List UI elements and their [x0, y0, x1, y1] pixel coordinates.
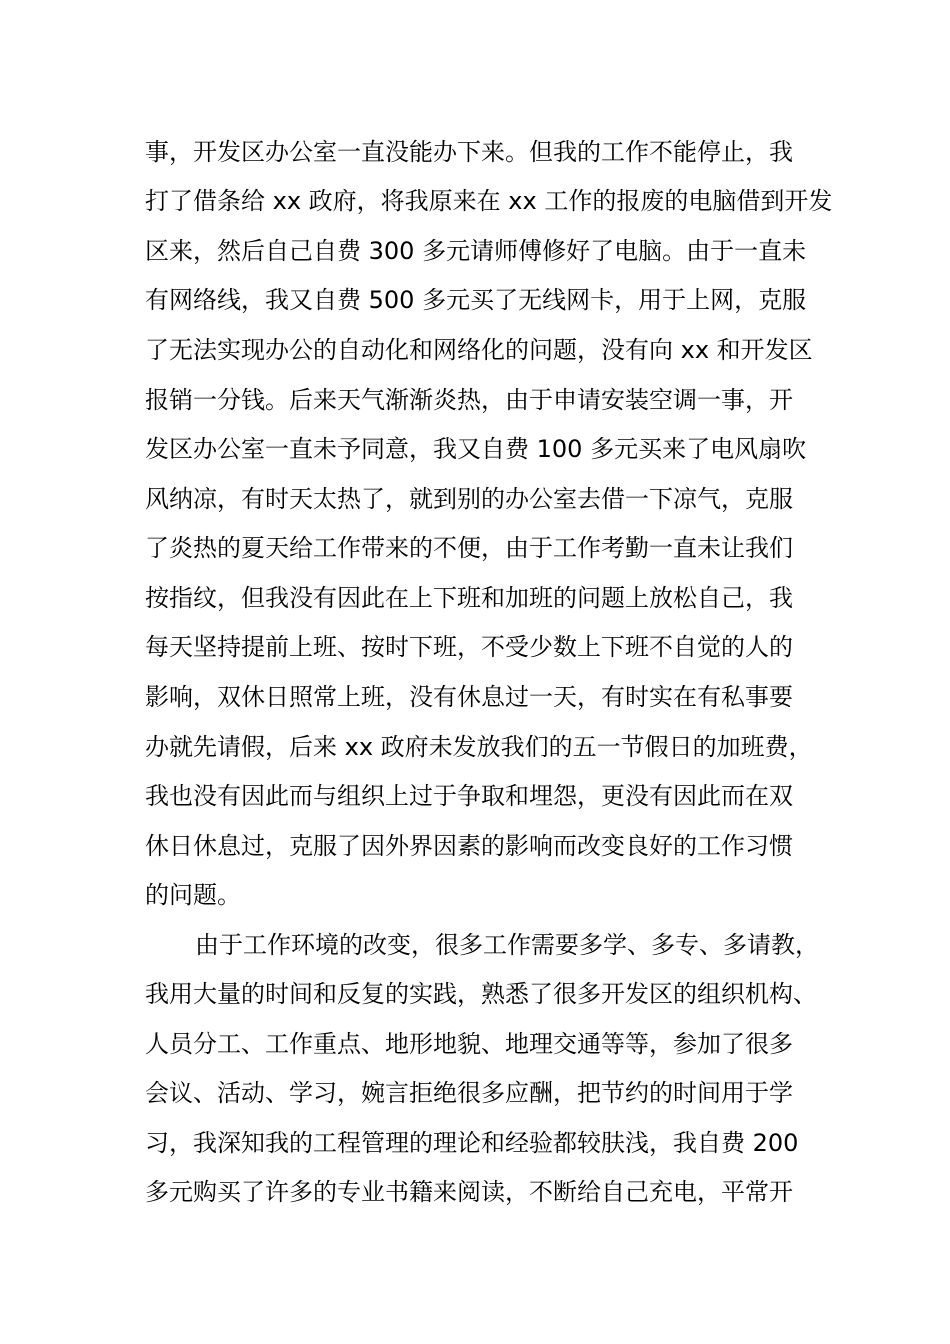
text-line: 报销一分钱。后来天气渐渐炎热，由于申请安装空调一事，开 — [145, 386, 793, 414]
text-line: 多元购买了许多的专业书籍来阅读，不断给自己充电，平常开 — [145, 1178, 793, 1206]
text-line: 了炎热的夏天给工作带来的不便，由于工作考勤一直未让我们 — [145, 534, 793, 562]
text-line: 休日休息过，克服了因外界因素的影响而改变良好的工作习惯 — [145, 832, 793, 860]
text-line: 有网络线，我又自费 500 多元买了无线网卡，用于上网，克服 — [145, 286, 807, 314]
text-line: 发区办公室一直未予同意，我又自费 100 多元买来了电风扇吹 — [145, 435, 807, 463]
text-line: 的问题。 — [145, 881, 241, 909]
text-line: 了无法实现办公的自动化和网络化的问题，没有向 xx 和开发区 — [145, 336, 813, 364]
text-line: 风纳凉，有时天太热了，就到别的办公室去借一下凉气，克服 — [145, 485, 793, 513]
text-line: 每天坚持提前上班、按时下班，不受少数上下班不自觉的人的 — [145, 633, 793, 661]
text-line: 区来，然后自己自费 300 多元请师傅修好了电脑。由于一直未 — [145, 237, 807, 265]
text-line: 事，开发区办公室一直没能办下来。但我的工作不能停止，我 — [145, 138, 793, 166]
text-line: 我也没有因此而与组织上过于争取和埋怨，更没有因此而在双 — [145, 782, 793, 810]
text-line: 影响，双休日照常上班，没有休息过一天，有时实在有私事要 — [145, 683, 793, 711]
text-line: 打了借条给 xx 政府，将我原来在 xx 工作的报废的电脑借到开发 — [145, 187, 833, 215]
text-line: 按指纹，但我没有因此在上下班和加班的问题上放松自己，我 — [145, 584, 793, 612]
text-line: 习，我深知我的工程管理的理论和经验都较肤浅，我自费 200 — [145, 1129, 799, 1157]
text-line: 办就先请假，后来 xx 政府未发放我们的五一节假日的加班费， — [145, 733, 813, 761]
text-line: 人员分工、工作重点、地形地貌、地理交通等等，参加了很多 — [145, 1030, 793, 1058]
text-line: 我用大量的时间和反复的实践，熟悉了很多开发区的组织机构、 — [145, 980, 817, 1008]
paragraph-first-line: 由于工作环境的改变，很多工作需要多学、多专、多请教， — [195, 931, 819, 959]
text-line: 会议、活动、学习，婉言拒绝很多应酬，把节约的时间用于学 — [145, 1079, 793, 1107]
